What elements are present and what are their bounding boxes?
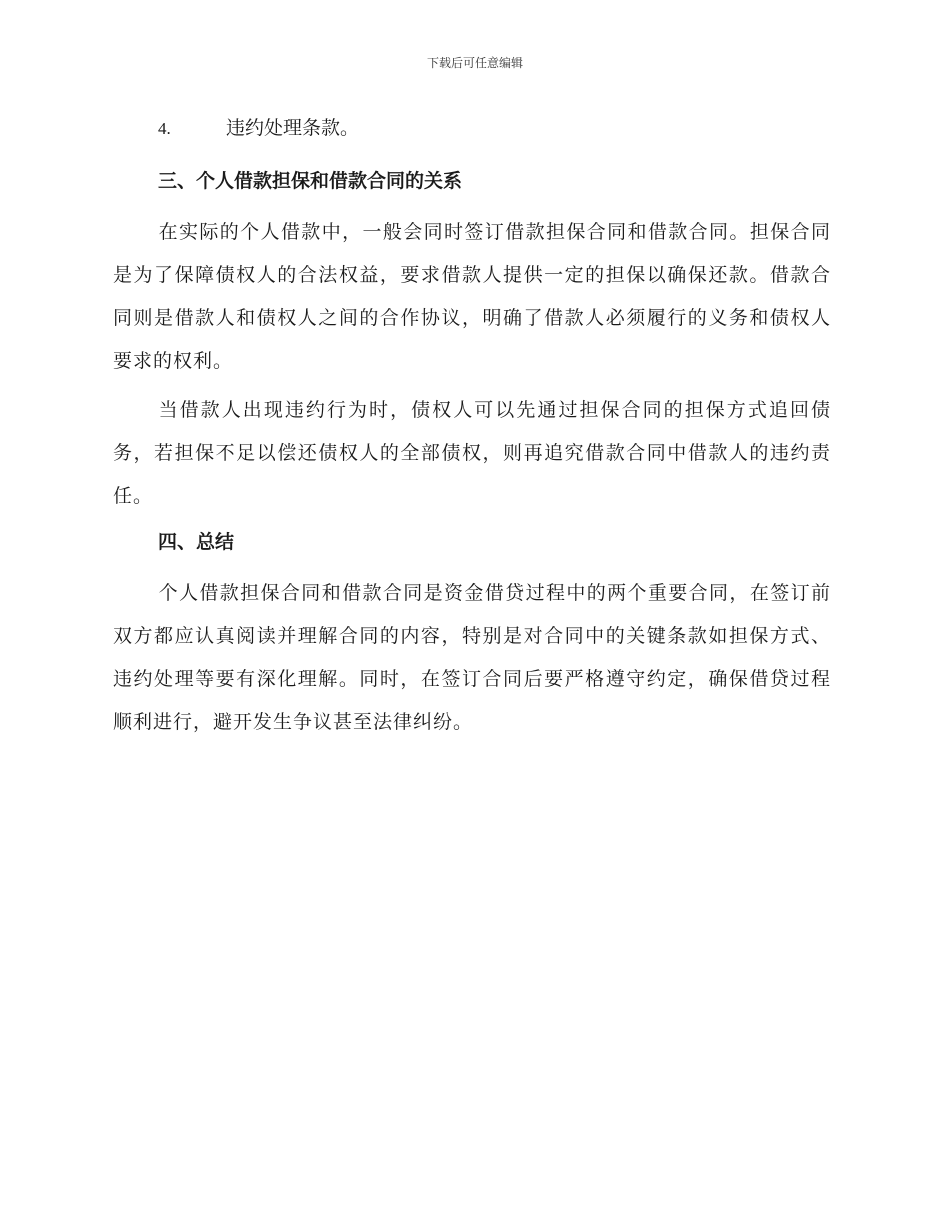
section-heading-relationship: 三、个人借款担保和借款合同的关系 [158, 170, 463, 192]
paragraph: 当借款人出现违约行为时，债权人可以先通过担保合同的担保方式追回债务，若担保不足以偿还债权人的全部债权，则再追究借款合同中借款人的违约责任。 [113, 399, 831, 507]
page-header: 下载后可任意编辑 [426, 56, 523, 70]
list-item-text: 违约处理条款。 [226, 117, 360, 139]
document-body [113, 112, 831, 750]
paragraph: 在实际的个人借款中，一般会同时签订借款担保合同和借款合同。担保合同是为了保障债权人的合法权益，要求借款人提供一定的担保以确保还款。借款合同则是借款人和债权人之间的合作协议，明确了借款人必须履行的义务和债权人要求的权利。 [113, 221, 831, 372]
list-item-number: 4. [158, 119, 171, 138]
list-item [158, 112, 831, 145]
paragraph: 个人借款担保合同和借款合同是资金借贷过程中的两个重要合同，在签订前双方都应认真阅读并理解合同的内容，特别是对合同中的关键条款如担保方式、违约处理等要有深化理解。同时，在签订合同后要严格遵守约定，确保借贷过程顺利进行，避开发生争议甚至法律纠纷。 [113, 582, 831, 733]
section-heading-summary: 四、总结 [158, 531, 235, 553]
